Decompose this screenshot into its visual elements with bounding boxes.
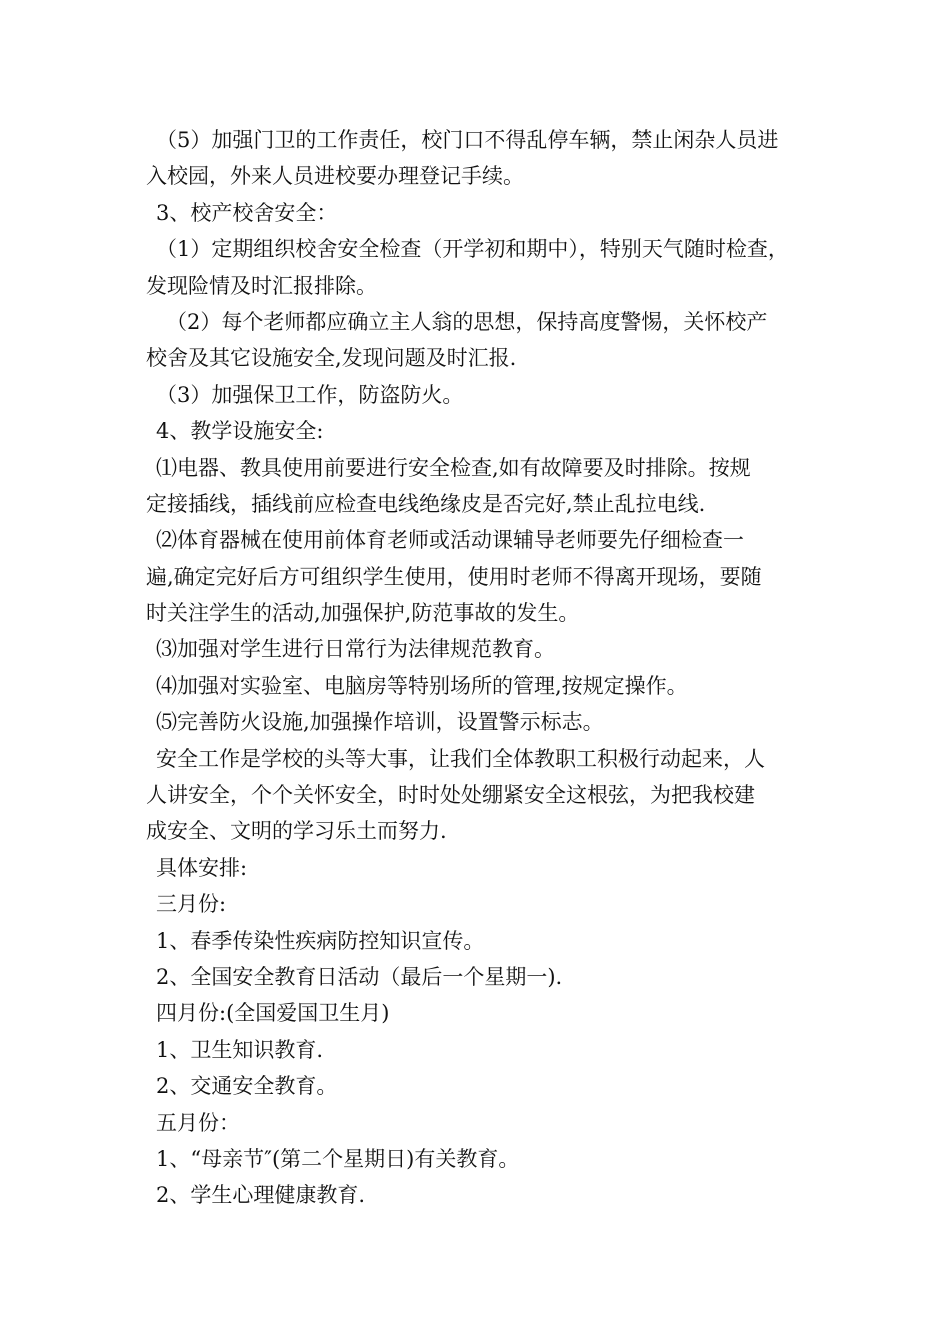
text-line: 成安全、文明的学习乐土而努力. (146, 819, 447, 844)
section-heading: 4、教学设施安全: (156, 419, 324, 444)
text-line: ⑷加强对实验室、电脑房等特别场所的管理,按规定操作。 (156, 673, 688, 698)
text-line: 时关注学生的活动,加强保护,防范事故的发生。 (146, 601, 580, 626)
text-line: ⑴电器、教具使用前要进行安全检查,如有故障要及时排除。按规 (156, 455, 751, 480)
text-line: ⑶加强对学生进行日常行为法律规范教育。 (156, 637, 555, 662)
document-body (146, 122, 816, 1214)
text-line: （3）加强保卫工作，防盗防火。 (156, 382, 464, 407)
section-heading: 3、校产校舍安全： (156, 200, 338, 225)
list-item: 2、全国安全教育日活动（最后一个星期一). (156, 964, 563, 989)
text-line: ⑵体育器械在使用前体育老师或活动课辅导老师要先仔细检查一 (156, 528, 744, 553)
text-line: （5）加强门卫的工作责任，校门口不得乱停车辆，禁止闲杂人员进 (156, 128, 779, 152)
text-line: 发现险情及时汇报排除。 (146, 273, 377, 298)
text-line: 校舍及其它设施安全,发现问题及时汇报. (146, 346, 517, 371)
text-line: 遍,确定完好后方可组织学生使用，使用时老师不得离开现场，要随 (146, 564, 762, 589)
list-item: 2、交通安全教育。 (156, 1074, 338, 1099)
text-line: （2）每个老师都应确立主人翁的思想，保持高度警惕，关怀校产 (166, 309, 768, 334)
list-item: 2、学生心理健康教育. (156, 1183, 366, 1208)
list-item: 1、“母亲节″(第二个星期日)有关教育。 (156, 1146, 520, 1171)
text-line: （1）定期组织校舍安全检查（开学初和期中），特别天气随时检查， (156, 237, 789, 262)
list-item: 1、卫生知识教育. (156, 1037, 324, 1062)
text-line: ⑸完善防火设施,加强操作培训，设置警示标志。 (156, 710, 604, 735)
text-line: 人讲安全，个个关怀安全，时时处处绷紧安全这根弦，为把我校建 (146, 783, 755, 808)
text-line: 入校园，外来人员进校要办理登记手续。 (146, 164, 524, 189)
text-line: 安全工作是学校的头等大事，让我们全体教职工积极行动起来，人 (156, 746, 765, 771)
list-item: 1、春季传染性疾病防控知识宣传。 (156, 928, 485, 953)
text-line: 定接插线，插线前应检查电线绝缘皮是否完好,禁止乱拉电线. (146, 491, 706, 516)
month-heading: 三月份: (156, 892, 227, 917)
month-heading: 五月份： (156, 1110, 240, 1135)
section-heading: 具体安排: (156, 855, 248, 880)
month-heading: 四月份:(全国爱国卫生月) (156, 1001, 390, 1026)
